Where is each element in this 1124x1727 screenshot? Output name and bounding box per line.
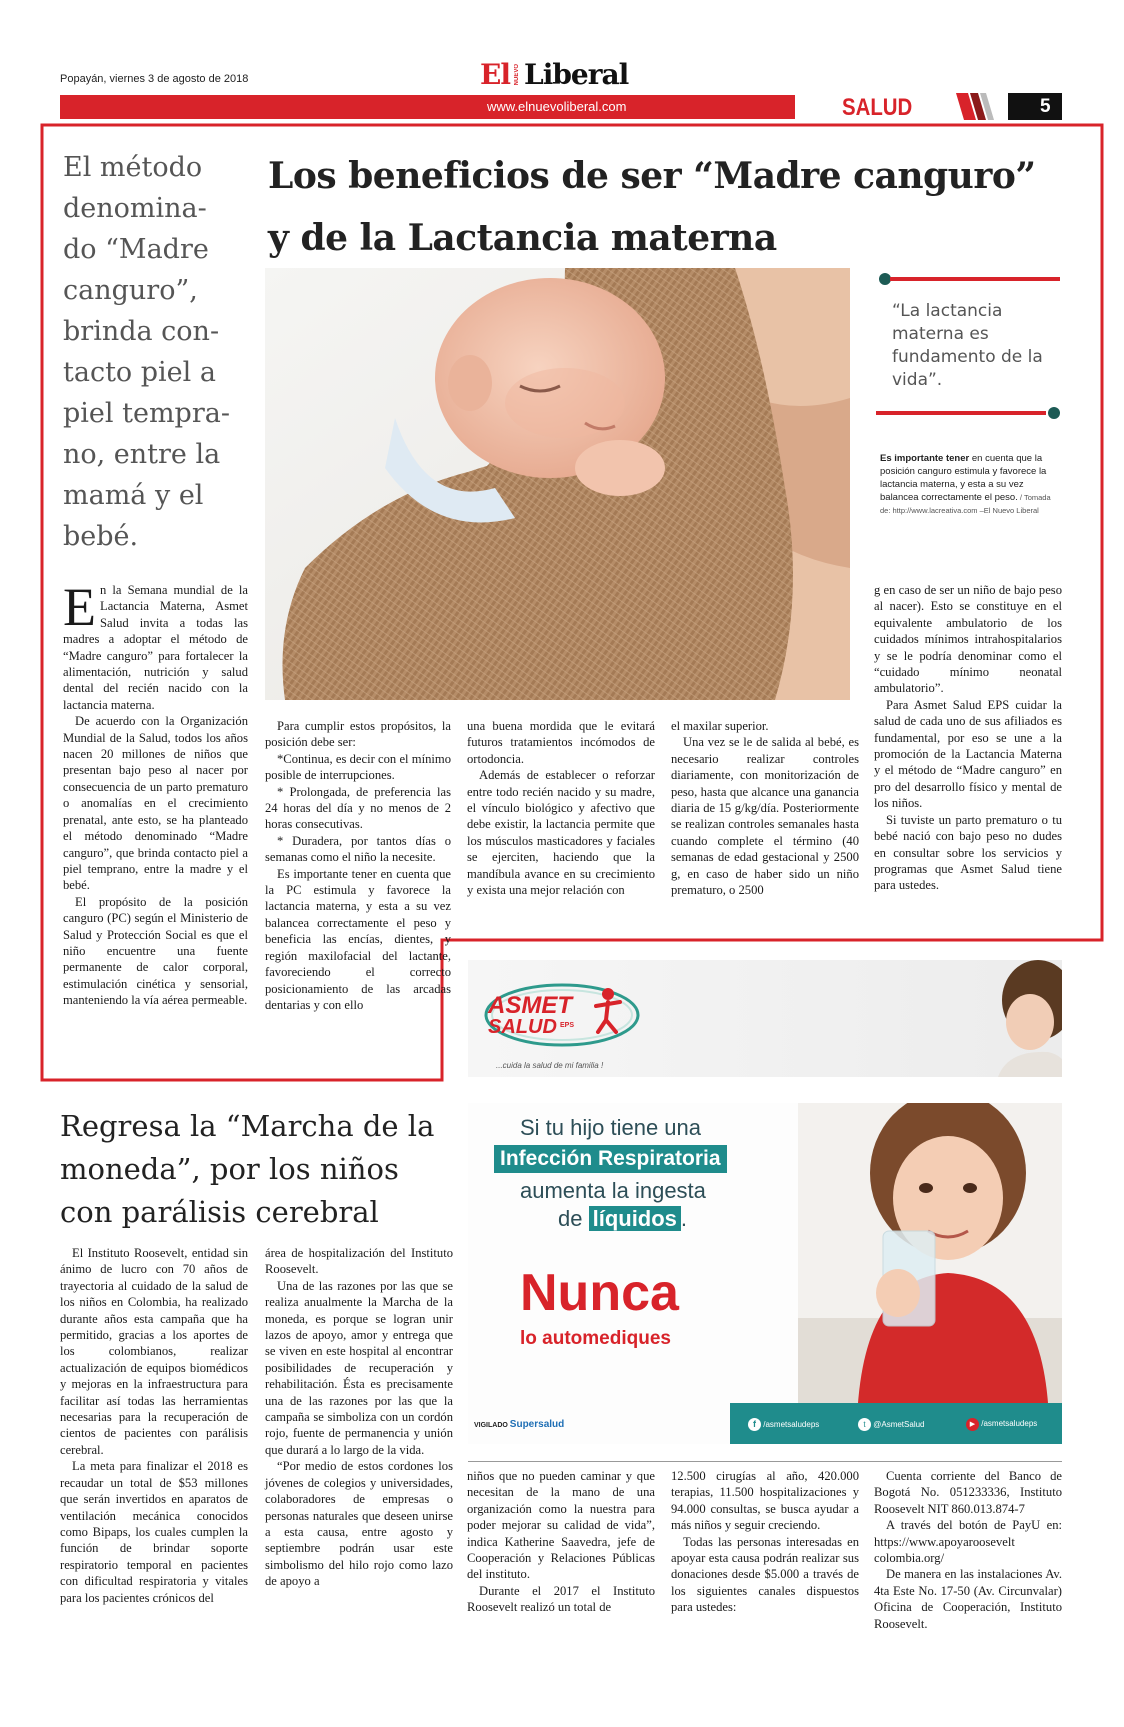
ad2-sub: lo automediques xyxy=(520,1328,671,1349)
ad2-line4 xyxy=(558,1206,687,1232)
article1-col3 xyxy=(467,718,655,898)
page-number: 5 xyxy=(1040,96,1051,117)
respiratory-ad[interactable] xyxy=(468,1103,1062,1444)
asmet-figure-icon xyxy=(588,986,624,1034)
pullquote-bottom-rule xyxy=(876,406,1062,420)
a2-col2-p3: “Por medio de estos cordones los jóvenes de colegios y universidades, colaboradores de empresas o personas naturales que deseen unirse a esta causa, entre agosto y septiembre podrán usar este simbolismo del hilo rojo como lazo de apoyo a xyxy=(265,1459,453,1589)
child-photo xyxy=(968,960,1062,1077)
a1-col2-p1: Para cumplir estos propósitos, la posición debe ser: xyxy=(265,719,451,750)
a2-col4-p2: Todas las personas interesadas en apoyar esta causa podrán realizar sus donaciones desde $5.000 a través de los siguientes canales dispuestos para ustedes: xyxy=(671,1534,859,1615)
a2-col2-p2: Una de las razones por las que se realiza anualmente la Marcha de la moneda, es porque se logran unir lazos de apoyo, amor y entrega que se viven en este hospital al encontrar posibilidades de recuperación y rehabilitación. Ésta es precisamente una de las razones por las que la campaña se simboliza con un cordón rojo, fuente de permanencia y unión que durará a lo largo de la vida. xyxy=(265,1278,453,1457)
ad2-line2: Infección Respiratoria xyxy=(494,1145,727,1173)
header-url[interactable]: www.elnuevoliberal.com xyxy=(487,99,627,114)
header-date: Popayán, viernes 3 de agosto de 2018 xyxy=(60,73,249,85)
masthead-logo xyxy=(480,58,640,92)
a1-col1-p2: De acuerdo con la Organización Mundial de la Salud, todos los años nacen 20 millones de niños que presentan bajo peso al nacer por consecuencia de un parto prematuro o anomalías en el crecimiento prenatal, ante esto, se ha planteado el método denominado “Madre canguro”, que brinda contacto piel a piel temprano, entre la madre y el bebé. xyxy=(63,714,248,893)
ad2-line1: Si tu hijo tiene una xyxy=(520,1115,702,1140)
header-red-bar xyxy=(60,95,795,119)
a1-col5-p1: g en caso de ser un niño de bajo peso al nacer). Esto se constituye en el equivalente ambulatorio de los cuidados mínimos intrahospitalarios y se le podría denominar como el “cuidado mínimo neonatal ambulatorio”. xyxy=(874,583,1062,696)
social-twitter[interactable] xyxy=(858,1418,925,1431)
supersalud-label: Supersalud xyxy=(509,1419,565,1430)
twitter-icon: t xyxy=(858,1418,871,1431)
page-number-box xyxy=(1008,93,1062,120)
girl-drinking-photo xyxy=(798,1103,1062,1403)
asmet-tagline: ...cuida la salud de mi familia ! xyxy=(496,1061,604,1070)
a1-col5-p2: Para Asmet Salud EPS cuidar la salud de cada uno de sus afiliados es fundamental, por eso se une a la promoción de la Lactancia Materna y el método de “Madre canguro” en pro del desarrollo físico y mental de los niños. xyxy=(874,697,1062,811)
asmet-brand-line2: SALUD xyxy=(488,1016,557,1038)
ad2-line4-highlight: líquidos xyxy=(589,1206,681,1231)
a1-col1-p3: El propósito de la posición canguro (PC) según el Ministerio de Salud y Protección Social es que el niño encuentre una fuente permanente de calor corporal, estimulación cinética y sensorial, manteniendo la vía aérea permeable. xyxy=(63,894,248,1008)
pullquote: “La lactancia materna es fundamento de la vida”. xyxy=(892,301,1043,390)
article1-col5 xyxy=(874,582,1062,894)
dropcap: E xyxy=(63,577,96,637)
a2-col5-p2: A través del botón de PayU en: https://www.apoyaroosevelt colombia.org/ xyxy=(874,1518,1062,1566)
article2-divider xyxy=(468,1461,1062,1462)
article1-col1 xyxy=(63,577,248,1009)
article1-title xyxy=(268,145,1068,269)
article2-col5 xyxy=(874,1468,1062,1632)
a1-col4-p1: el maxilar superior. xyxy=(671,719,769,733)
article1-col2 xyxy=(265,718,451,1013)
a1-col4-p2: Una vez se le de salida al bebé, es necesario realizar controles diariamente, con monitorización de peso, hasta que alcance una ganancia diaria de 15 g/kg/día. Posteriormente se realizan controles semanales hasta cuando complete el término (40 semanas de edad gestacional y 2500 g, en caso de haber sido un niño prematuro, o 2500 xyxy=(671,735,859,898)
logo-el: El xyxy=(480,58,510,91)
a1-col3-p1: una buena mordida que le evitará futuros tratamientos incómodos de ortodoncia. xyxy=(467,719,655,766)
social-facebook[interactable] xyxy=(748,1418,819,1431)
article2-col2 xyxy=(265,1245,453,1590)
a1-col2-p4: * Duradera, por tantos días o semanas como el niño la necesite. xyxy=(265,833,451,865)
article2-title xyxy=(60,1105,440,1234)
ad2-line4-pre: de xyxy=(558,1206,589,1231)
a2-col4-p1: 12.500 cirugías al año, 420.000 terapias, 11.500 hospitalizaciones y 94.000 consultas, se busca ayudar a más niños y seguir creciendo. xyxy=(671,1469,859,1533)
a2-col5-p1: Cuenta corriente del Banco de Bogotá No. 051233336, Instituto Roosevelt NIT 860.013.874-7 xyxy=(874,1469,1062,1516)
article2-col1 xyxy=(60,1245,248,1606)
social-youtube-label: /asmetsaludeps xyxy=(981,1419,1038,1428)
a2-col3-p2: Durante el 2017 el Instituto Roosevelt realizó un total de xyxy=(467,1583,655,1615)
article1-deck: El método denomina-do “Madre canguro”, brinda con-tacto piel a piel tempra-no, entre la mamá y el bebé. xyxy=(63,152,230,552)
a1-col2-p5: Es importante tener en cuenta que la PC estimula y favorece la lactancia materna, y esta a su vez balancea correctamente el peso y beneficia las encías, dientes, y región maxilofacial del lactante, favoreciendo el correcto posicionamiento de las arcadas dentarias y con ello xyxy=(265,866,451,1012)
article2-col3 xyxy=(467,1468,655,1616)
section-label: SALUD xyxy=(842,94,913,121)
youtube-icon: ▶ xyxy=(966,1418,979,1431)
a1-col2-p2: *Continua, es decir con el mínimo posible de interrupciones. xyxy=(265,751,451,783)
article2-title-line1: Regresa la “Marcha de la xyxy=(60,1109,435,1143)
a2-col1-p1: El Instituto Roosevelt, entidad sin ánimo de lucro con 70 años de trayectoria al cuidado de la salud de los niños en Colombia, ha realizado durante años esta campaña que ha permitido, gracias a los aportes de los colombianos, realizar actualización de equipos biomédicos y mejoras en la infraestructura para facilitar así todas las herramientas necesarias para la recuperación de cientos de pacientes con parálisis cerebral. xyxy=(60,1246,248,1457)
social-facebook-label: /asmetsaludeps xyxy=(763,1420,820,1429)
asmet-brand-line1: ASMET xyxy=(488,992,572,1019)
section-stripes-icon xyxy=(956,93,1004,120)
asmet-eps: EPS xyxy=(560,1022,575,1029)
a1-col3-p2: Además de establecer o reforzar entre todo recién nacido y su madre, el vínculo biológico y afectivo que debe existir, la lactancia permite que los músculos masticadores y faciales se ejerciten, haciendo que la mandíbula avance en su crecimiento y exista una mejor relación con xyxy=(467,768,655,898)
asmet-ad-banner[interactable] xyxy=(468,960,1062,1077)
pullquote-top-rule xyxy=(878,272,1062,286)
article2-title-line2: moneda”, por los niños xyxy=(60,1152,399,1186)
a2-col3-p1: niños que no pueden caminar y que necesitan de la mano de una organización como la nuestra para poder mejorar su calidad de vida”, indica Katherine Saavedra, jefe de Cooperación y Relaciones Públicas del instituto. xyxy=(467,1469,655,1582)
article1-title-line2: y de la Lactancia materna xyxy=(268,217,777,259)
ad2-vigilado xyxy=(474,1419,564,1430)
a2-col5-p3: De manera en las instalaciones Av. 4ta Este No. 17-50 (Av. Circunvalar) Oficina de Cooperación, Instituto Roosevelt. xyxy=(874,1567,1062,1631)
article1-col4 xyxy=(671,718,859,898)
caption-text: en cuenta que la posición canguro estimula y favorece la lactancia materna, y esta a su vez balancea correctamente el peso. xyxy=(880,453,1047,503)
article2-title-line3: con parálisis cerebral xyxy=(60,1195,379,1229)
logo-nuevo: NUEVO xyxy=(514,64,520,86)
photo-caption xyxy=(880,452,1055,517)
a2-col1-p2: La meta para finalizar el 2018 es recaudar un total de $53 millones que serán invertidos en aparatos de ventilación mecánica conocidos como Bipaps, los cuales cumplen la función de brindar soporte respiratorio temporal en pacientes con dificultad respiratoria y vitales para los pacientes crónicos del xyxy=(60,1459,248,1605)
vigilado-label: VIGILADO xyxy=(474,1422,508,1429)
article2-col4 xyxy=(671,1468,859,1616)
article1-title-line1: Los beneficios de ser “Madre canguro” xyxy=(268,155,1036,197)
social-youtube[interactable] xyxy=(966,1418,1037,1431)
social-twitter-label: @AsmetSalud xyxy=(873,1420,925,1429)
ad2-big-nunca: Nunca xyxy=(520,1264,679,1322)
caption-bold: Es importante tener xyxy=(880,453,970,464)
baby-sling-photo xyxy=(265,268,850,700)
a1-col2-p3: * Prolongada, de preferencia las 24 horas del día y no menos de 2 horas consecutivas. xyxy=(265,784,451,832)
a1-col5-p3: Si tuviste un parto prematuro o tu bebé nació con bajo peso no dudes en consultar sobre los servicios y programas que Asmet Salud tiene para ustedes. xyxy=(874,812,1062,893)
ad2-line3: aumenta la ingesta xyxy=(520,1178,706,1203)
logo-liberal: Liberal xyxy=(524,58,629,91)
caption-credit: / Tomada de: http://www.lacreativa.com –El Nuevo Liberal xyxy=(880,493,1051,515)
a1-col1-first: n la Semana mundial de la Lactancia Materna, Asmet Salud invita a todas las madres a adoptar el método de “Madre canguro” para fortalecer la alimentación, nutrición y salud dental del recién nacido con la lactancia materna. xyxy=(63,583,248,712)
facebook-icon: f xyxy=(748,1418,761,1431)
ad2-line4-post: . xyxy=(680,1206,688,1231)
a2-col2-p1: área de hospitalización del Instituto Roosevelt. xyxy=(265,1246,453,1277)
